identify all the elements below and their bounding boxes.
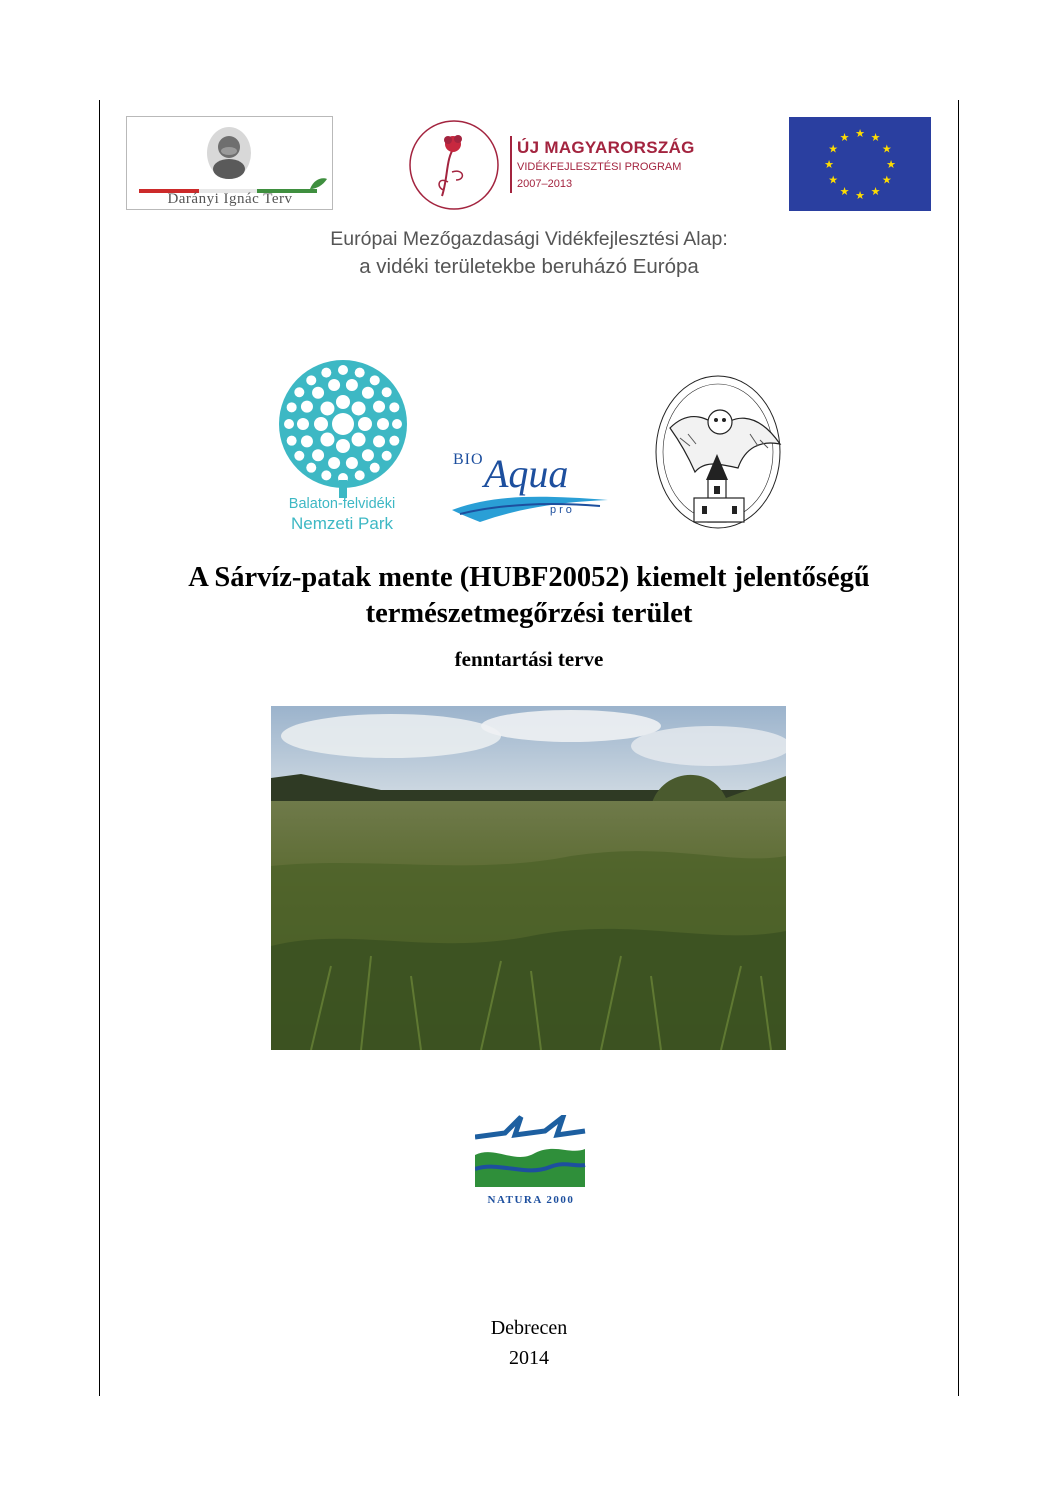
page-border-left (99, 100, 100, 1396)
document-title-line-1: A Sárvíz-patak mente (HUBF20052) kiemelt jelentőségű (188, 562, 870, 593)
page-border-right (958, 100, 959, 1396)
ujm-divider (510, 136, 512, 193)
publication-year: 2014 (509, 1347, 549, 1369)
bioaqua-pro-logo (450, 448, 610, 528)
eu-star-icon: ★ (870, 185, 881, 198)
eu-flag-icon (789, 117, 931, 211)
bioaqua-pro-text: pro (550, 504, 575, 516)
barn-owl-church-icon (650, 368, 790, 533)
ujm-title: ÚJ MAGYARORSZÁG (517, 138, 695, 157)
eu-star-icon: ★ (870, 132, 881, 145)
bfnp-label-2: Nemzeti Park (290, 514, 394, 533)
balaton-felvideki-np-logo (272, 360, 417, 535)
flower-emblem-icon (408, 118, 504, 213)
portrait-icon (205, 125, 253, 181)
eu-star-icon: ★ (881, 174, 892, 187)
eu-star-icon: ★ (839, 132, 850, 145)
leaf-icon (308, 177, 328, 191)
daranyi-logo-text: Darányi Ignác Terv (167, 191, 293, 207)
natura-2000-logo (475, 1115, 587, 1207)
publication-place: Debrecen (490, 1317, 568, 1339)
funding-line-1: Európai Mezőgazdasági Vidékfejlesztési Alap: (330, 228, 728, 250)
eu-star-icon: ★ (839, 185, 850, 198)
eu-star-icon: ★ (886, 159, 896, 171)
uj-magyarorszag-logo (408, 118, 728, 213)
ujm-subtitle: VIDÉKFEJLESZTÉSI PROGRAM (517, 161, 682, 173)
eu-star-icon: ★ (828, 174, 839, 187)
bioaqua-bio-text: BIO (453, 451, 484, 468)
ujm-years: 2007–2013 (517, 178, 573, 190)
bfnp-label-1: Balaton-felvidéki (288, 496, 396, 512)
tree-circle-icon (278, 360, 408, 500)
eu-star-icon: ★ (824, 159, 834, 171)
natura-label: NATURA 2000 (487, 1194, 575, 1206)
document-subtitle: fenntartási terve (454, 647, 604, 671)
eu-star-icon: ★ (855, 190, 865, 202)
funding-line-2: a vidéki területekbe beruházó Európa (359, 255, 699, 278)
bioaqua-aqua-text: Aqua (484, 451, 569, 496)
eu-star-icon: ★ (855, 128, 865, 140)
daranyi-ignac-terv-logo (126, 116, 333, 210)
eu-star-icon: ★ (828, 143, 839, 156)
document-title-line-2: természetmegőrzési terület (365, 598, 693, 629)
eu-star-icon: ★ (881, 143, 892, 156)
meadow-photo (271, 706, 786, 1050)
